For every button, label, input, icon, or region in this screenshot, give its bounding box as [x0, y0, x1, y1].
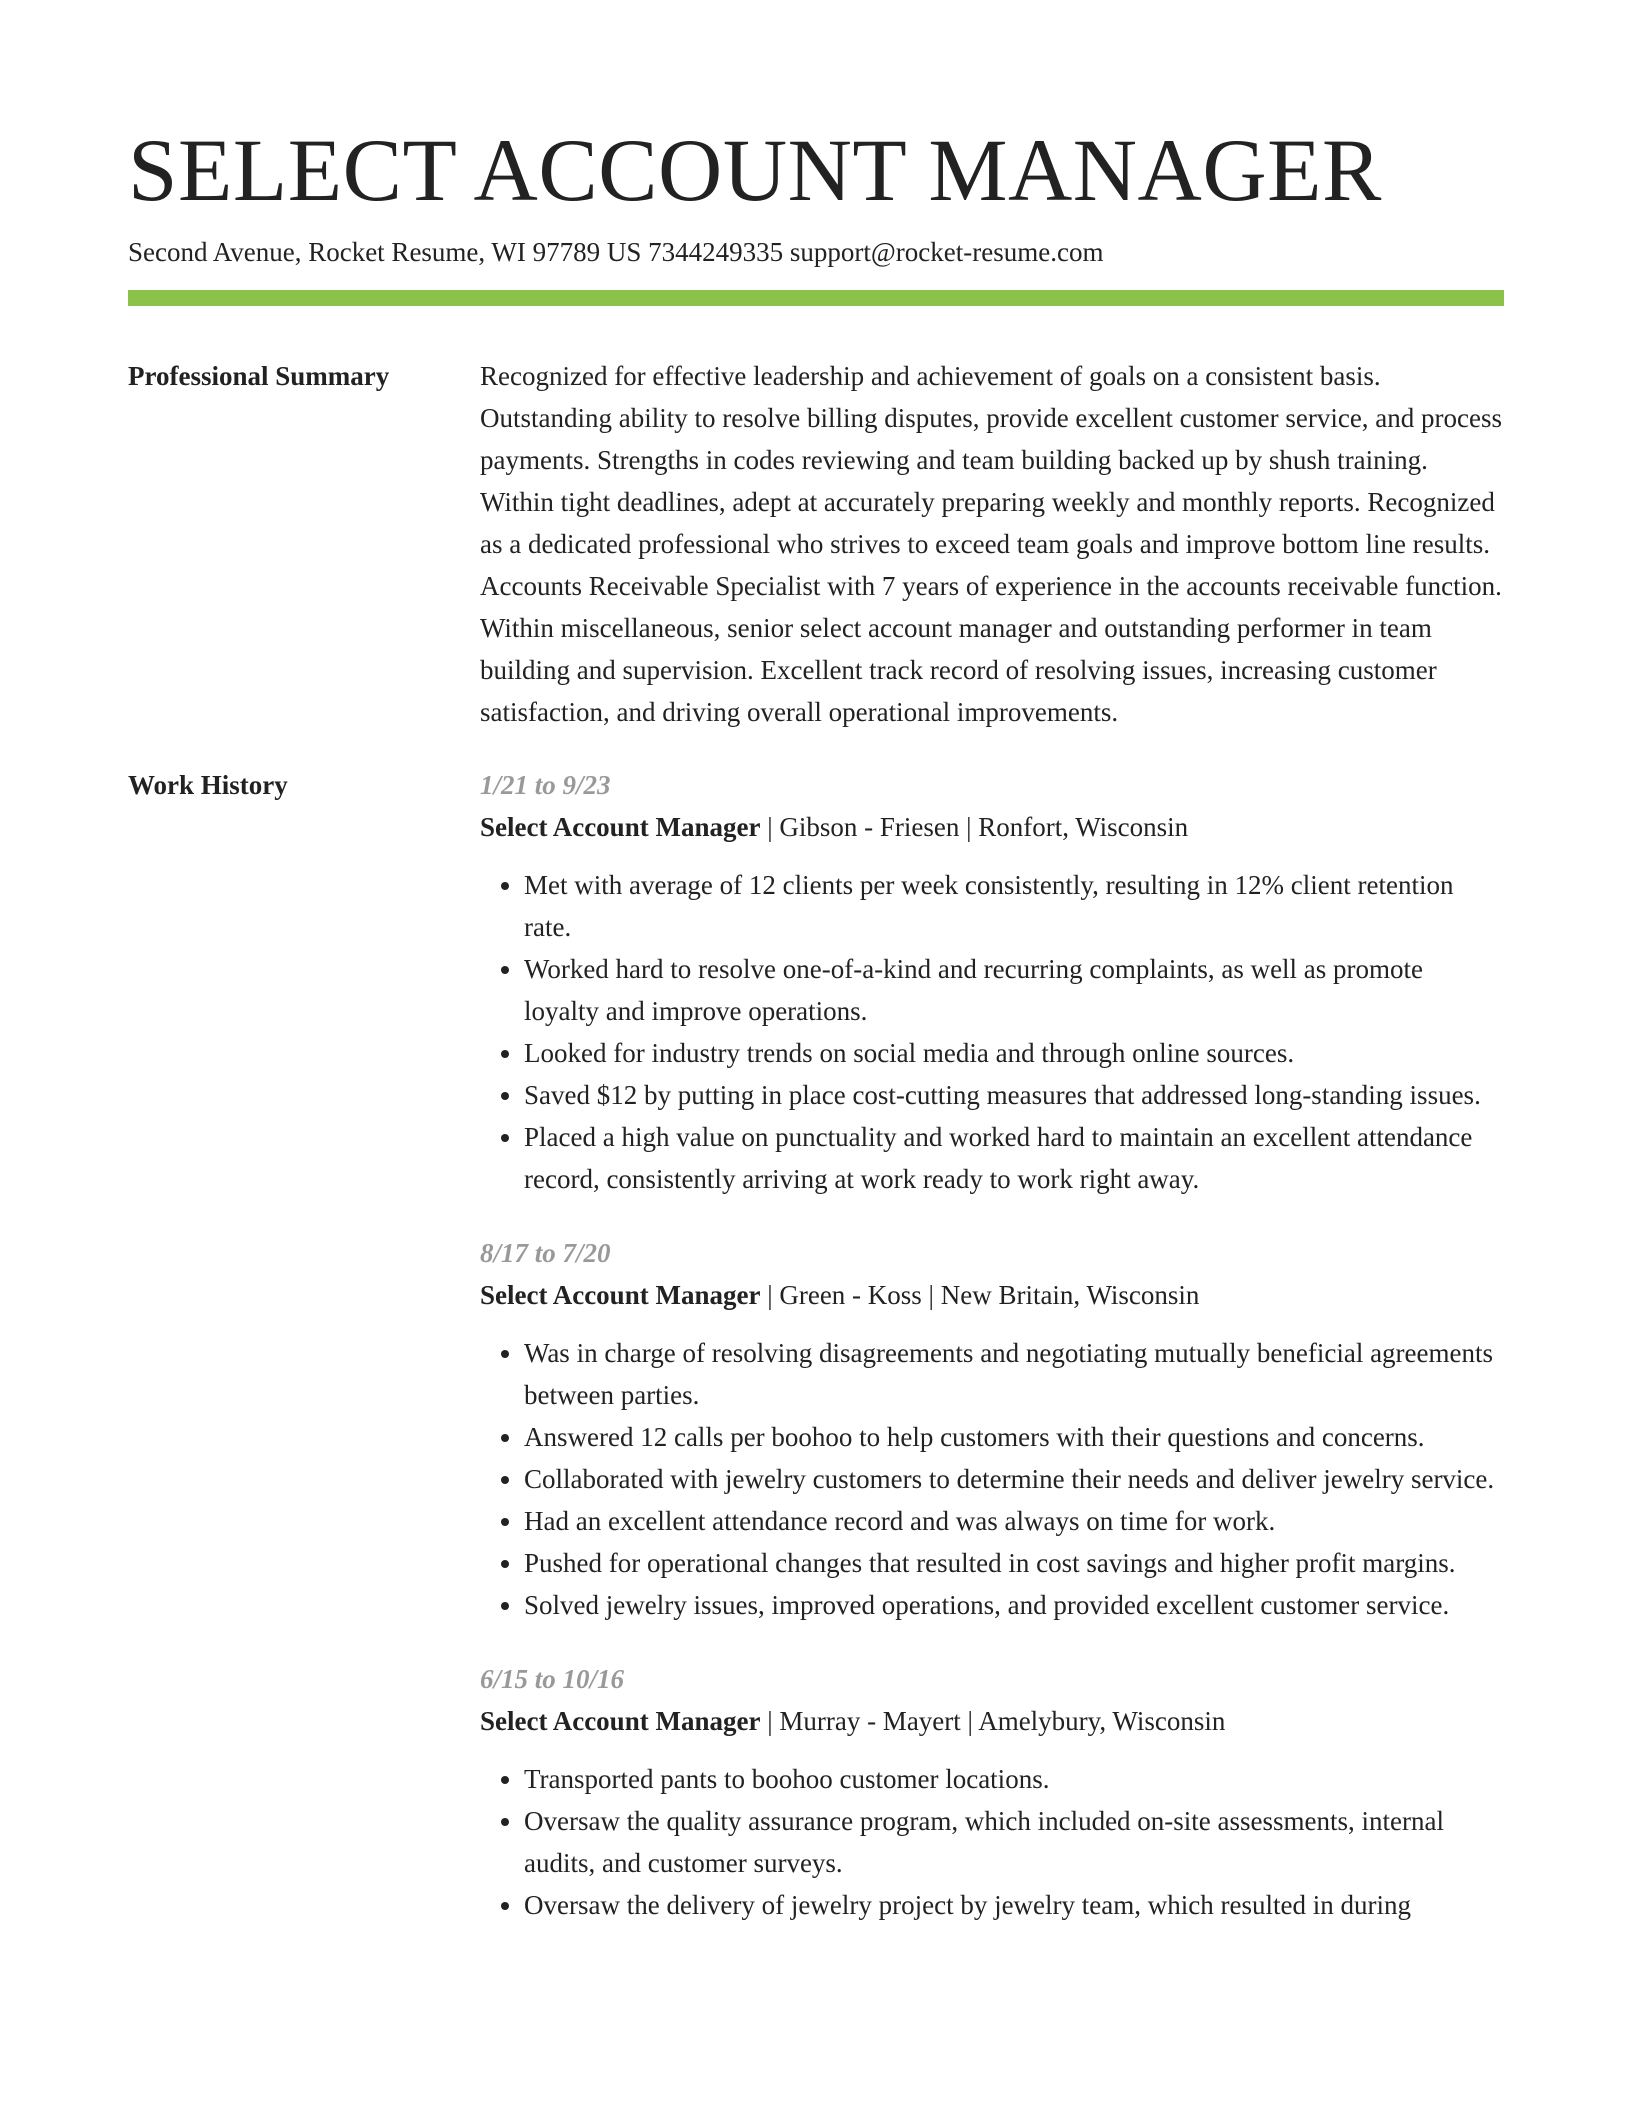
job-title: Select Account Manager	[480, 1280, 761, 1310]
section-heading-work-history: Work History	[128, 770, 288, 800]
resume-page	[128, 0, 1504, 1958]
job-entry	[480, 1232, 1504, 1626]
job-bullet: • Was in charge of resolving disagreements and negotiating mutually beneficial agreements between parties.	[524, 1332, 1504, 1416]
job-company-location: | Gibson - Friesen | Ronfort, Wisconsin	[760, 812, 1189, 842]
job-bullet: • Oversaw the delivery of jewelry project by jewelry team, which resulted in during	[524, 1884, 1504, 1926]
job-dates: 6/15 to 10/16	[480, 1664, 625, 1694]
job-entry	[480, 764, 1504, 1200]
job-dates: 8/17 to 7/20	[480, 1238, 611, 1268]
job-bullet: • Placed a high value on punctuality and worked hard to maintain an excellent attendance record, consistently arriving at work ready to work right away.	[524, 1116, 1504, 1200]
job-bullet: • Saved $12 by putting in place cost-cutting measures that addressed long-standing issues.	[524, 1074, 1504, 1116]
section-heading-summary: Professional Summary	[128, 361, 390, 391]
professional-summary-section	[128, 355, 1504, 733]
job-bullet: • Met with average of 12 clients per week consistently, resulting in 12% client retention rate.	[524, 864, 1504, 948]
job-title-line	[480, 1700, 1504, 1742]
job-bullet: • Looked for industry trends on social media and through online sources.	[524, 1032, 1504, 1074]
job-bullet: • Worked hard to resolve one-of-a-kind and recurring complaints, as well as promote loyalty and improve operations.	[524, 948, 1504, 1032]
job-bullets	[480, 864, 1504, 1200]
job-title-line	[480, 806, 1504, 848]
job-entry	[480, 1658, 1504, 1926]
job-bullets	[480, 1332, 1504, 1626]
contact-line	[128, 234, 1504, 270]
job-bullet: • Transported pants to boohoo customer locations.	[524, 1758, 1504, 1800]
contact-phone: 7344249335	[648, 237, 784, 267]
job-bullet: • Solved jewelry issues, improved operations, and provided excellent customer service.	[524, 1584, 1504, 1626]
job-bullets	[480, 1758, 1504, 1926]
job-dates: 1/21 to 9/23	[480, 770, 611, 800]
job-bullet: • Collaborated with jewelry customers to determine their needs and deliver jewelry service.	[524, 1458, 1504, 1500]
job-title-line	[480, 1274, 1504, 1316]
job-company-location: | Murray - Mayert | Amelybury, Wisconsin	[760, 1706, 1226, 1736]
resume-name: SELECT ACCOUNT MANAGER	[128, 122, 1382, 220]
job-title: Select Account Manager	[480, 812, 761, 842]
job-company-location: | Green - Koss | New Britain, Wisconsin	[760, 1280, 1200, 1310]
contact-email: support@rocket-resume.com	[789, 237, 1104, 267]
summary-text: Recognized for effective leadership and achievement of goals on a consistent basis. Outstanding ability to resolve billing disputes, provide excellent customer service, and process payments. Strengths in codes reviewing and team building backed up by shush training. Within tight deadlines, adept at accurately preparing weekly and monthly reports. Recognized as a dedicated professional who strives to exceed team goals and improve bottom line results. Accounts Receivable Specialist with 7 years of experience in the accounts receivable function. Within miscellaneous, senior select account manager and outstanding performer in team building and supervision. Excellent track record of resolving issues, increasing customer satisfaction, and driving overall operational improvements.	[480, 361, 1503, 727]
job-bullet: • Answered 12 calls per boohoo to help customers with their questions and concerns.	[524, 1416, 1504, 1458]
work-history-section	[128, 764, 1504, 1958]
job-bullet: • Pushed for operational changes that resulted in cost savings and higher profit margins.	[524, 1542, 1504, 1584]
job-title: Select Account Manager	[480, 1706, 761, 1736]
job-bullet: • Had an excellent attendance record and was always on time for work.	[524, 1500, 1504, 1542]
job-bullet: • Oversaw the quality assurance program, which included on-site assessments, internal audits, and customer surveys.	[524, 1800, 1504, 1884]
header-divider	[128, 290, 1504, 306]
contact-address: Second Avenue, Rocket Resume, WI 97789 US	[128, 237, 642, 267]
